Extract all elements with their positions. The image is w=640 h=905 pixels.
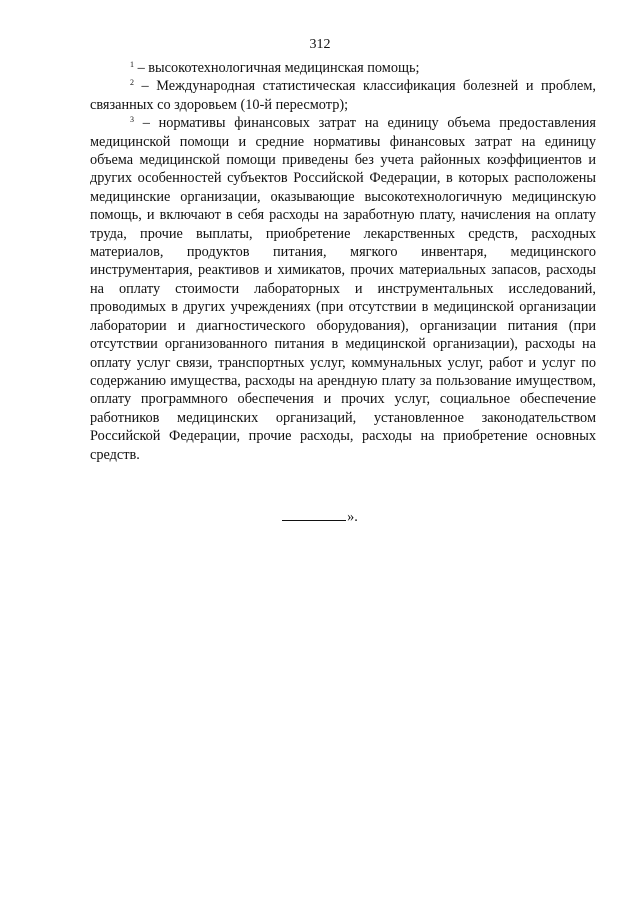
closing-line xyxy=(0,508,640,526)
footnote-text-1: – высокотехнологичная медицинская помощь; xyxy=(134,60,420,76)
footnote-2 xyxy=(90,77,596,114)
closing-quote: ». xyxy=(347,509,358,525)
footnote-marker-2: 2 xyxy=(130,78,134,88)
page-number: 312 xyxy=(309,37,331,52)
footnotes-section xyxy=(90,59,596,464)
footnote-text-3: – нормативы финансовых затрат на единицу объема предоставления медицинской помощи и средние нормативы финансовых затрат на единицу объема медицинской помощи приведены без учета районных коэффициентов и других особенностей субъектов Российской Федерации, в которых расположены медицинские организации, оказывающие высокотехнологичную медицинскую помощь, и включают в себя расходы на заработную плату, начисления на оплату труда, прочие выплаты, приобретение лекарственных средств, расходных материалов, продуктов питания, мягкого инвентаря, медицинского инструментария, реактивов и химикатов, прочих материальных запасов, расходы на оплату стоимости лабораторных и инструментальных исследований, проводимых в других учреждениях (при отсутствии в медицинской организации лаборатории и диагностического оборудования), организации питания (при отсутствии организованного питания в медицинской организации), расходы на оплату услуг связи, транспортных услуг, коммунальных услуг, работ и услуг по содержанию имущества, расходы на арендную плату за пользование имуществом, оплату программного обеспечения и прочих услуг, социальное обеспечение работников медицинских организаций, установленное законодательством Российской Федерации, прочие расходы, расходы на приобретение основных средств. xyxy=(90,115,596,463)
footnote-marker-3: 3 xyxy=(130,115,134,125)
footnote-marker-1: 1 xyxy=(130,60,134,69)
footnote-text-2: – Международная статистическая классификация болезней и проблем, связанных со здоровьем (10-й пересмотр); xyxy=(90,78,596,113)
footnote-3 xyxy=(90,114,596,464)
closing-rule xyxy=(282,508,346,521)
footnote-1 xyxy=(90,59,596,77)
